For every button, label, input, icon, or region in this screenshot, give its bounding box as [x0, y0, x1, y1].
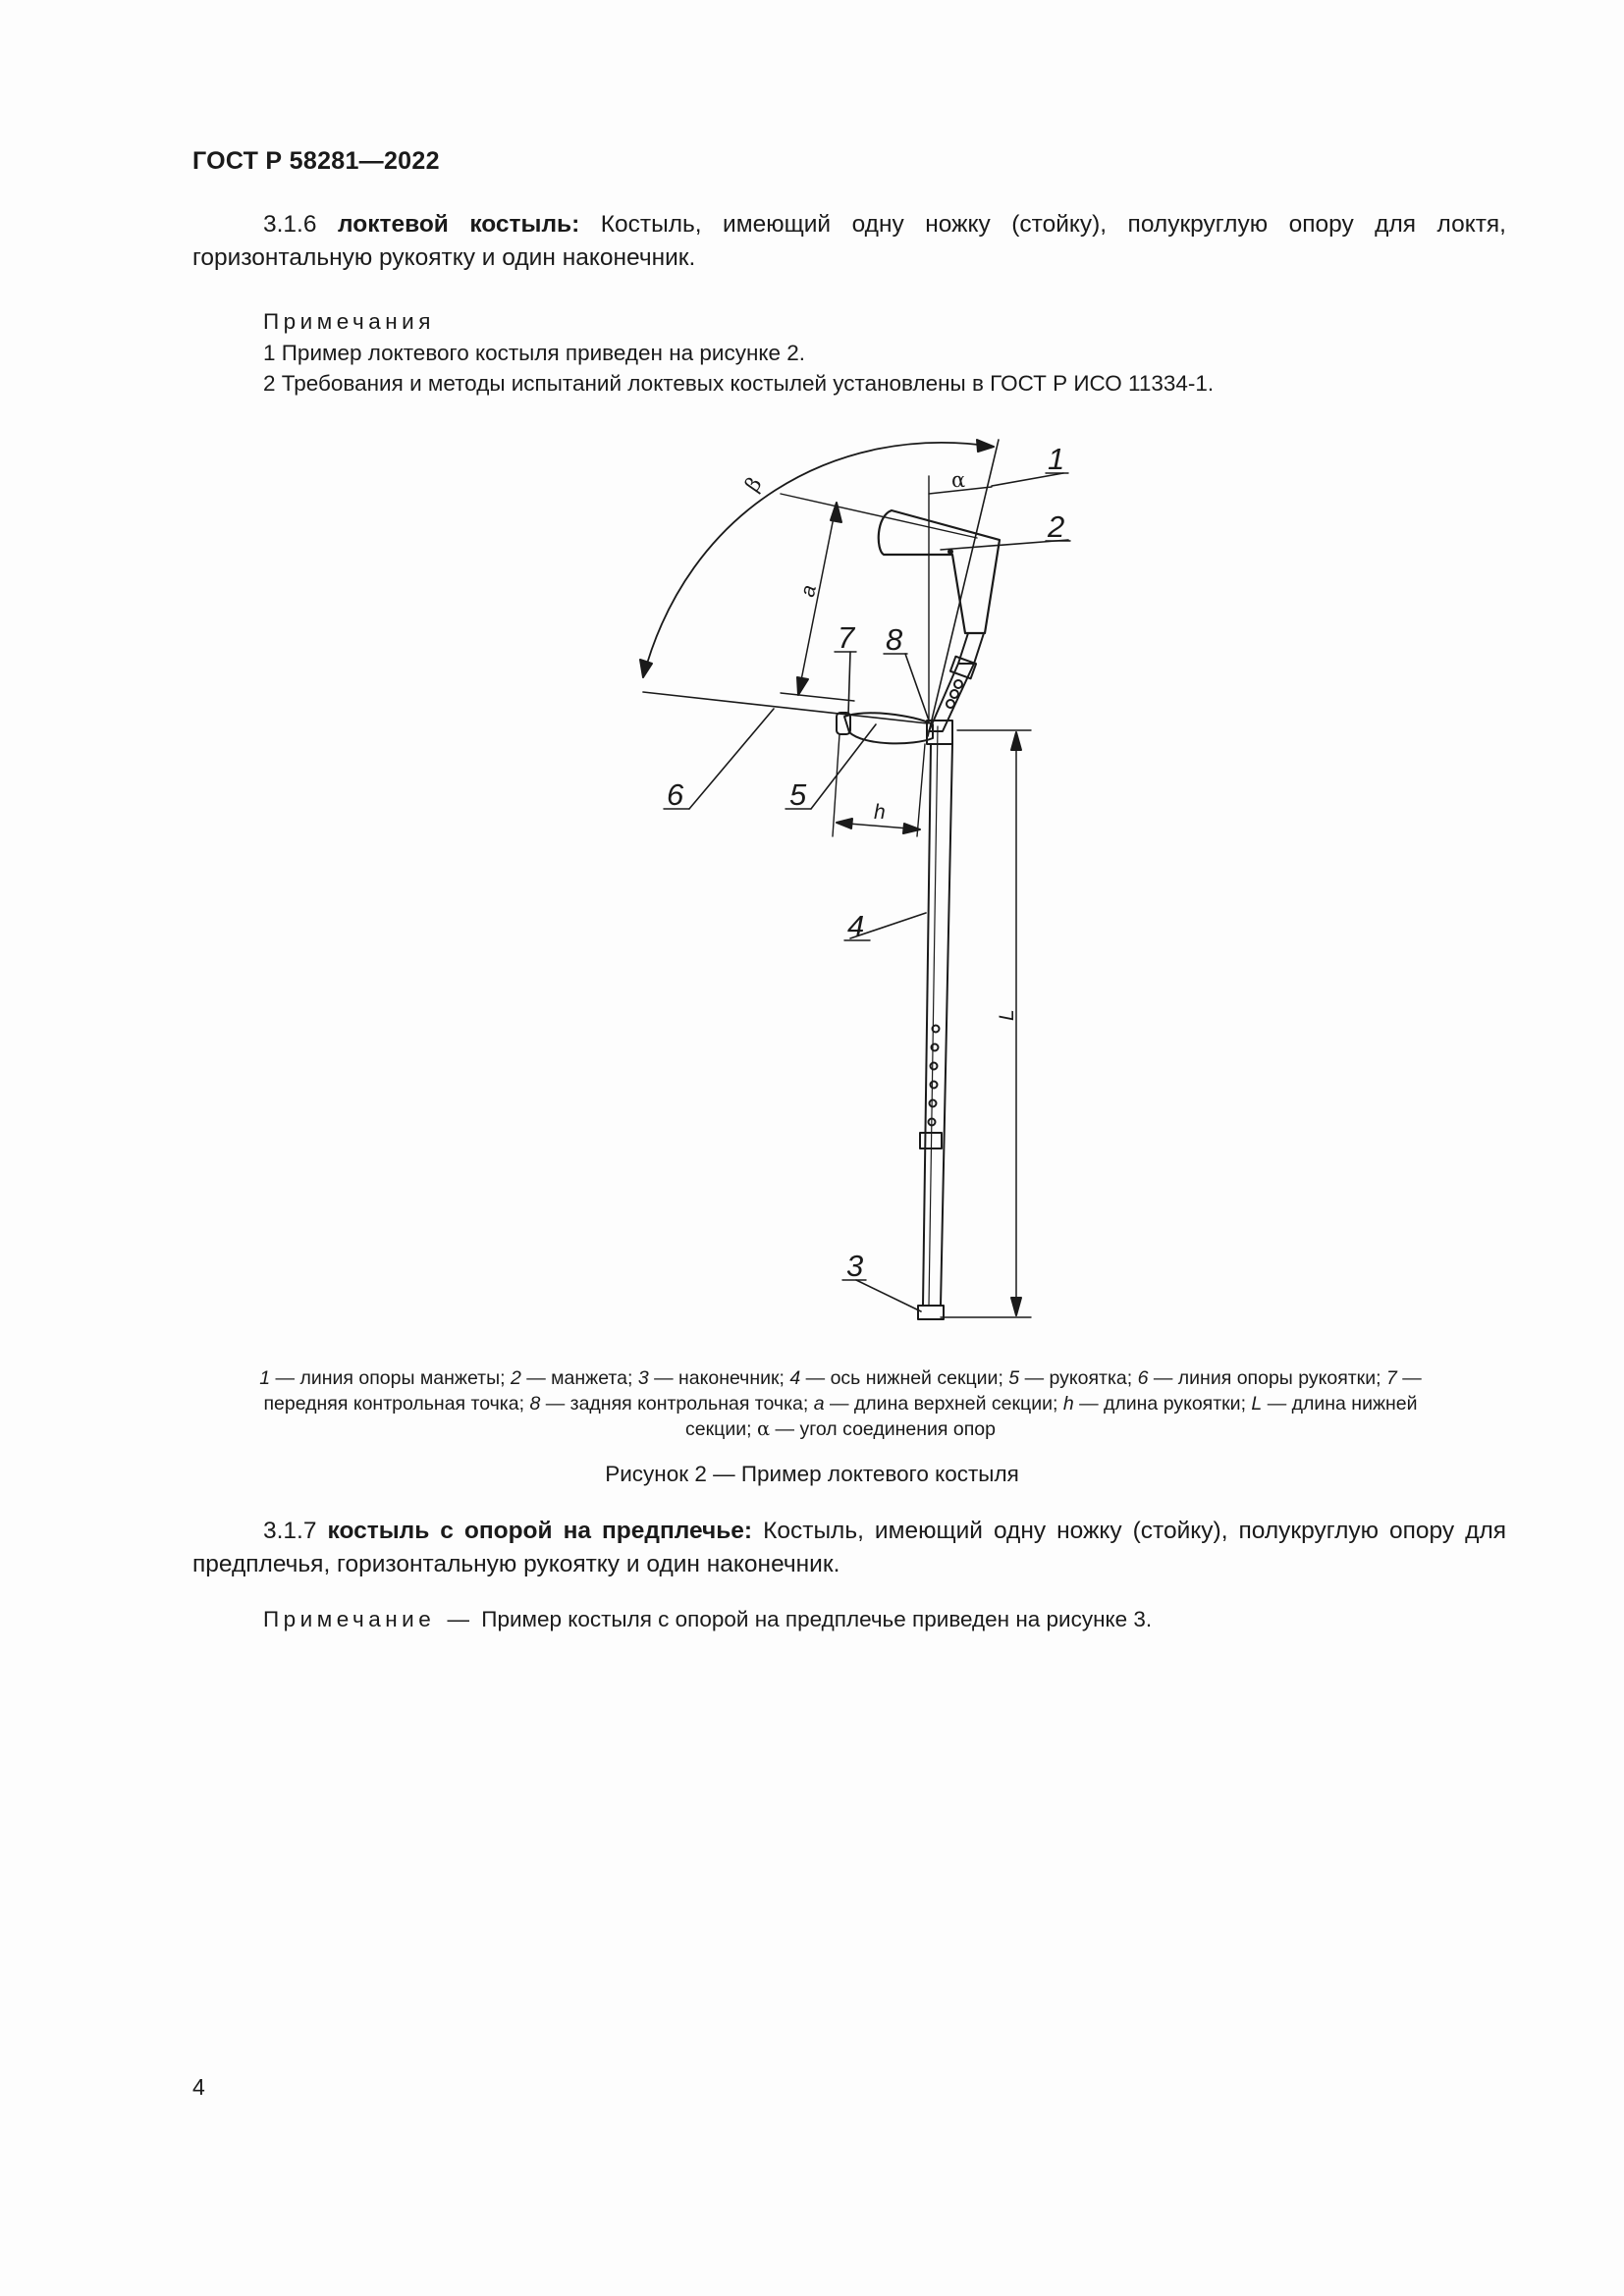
arrow-head	[1011, 732, 1021, 750]
legend-key: 4	[789, 1367, 801, 1389]
label-alpha: α	[951, 468, 966, 492]
legend-text: — линия опоры манжеты;	[270, 1367, 511, 1389]
label-4: 4	[847, 909, 865, 943]
arrow-head	[977, 440, 994, 452]
label-3: 3	[846, 1249, 864, 1283]
notes-heading: Примечания	[263, 309, 435, 334]
legend-text: — длина рукоятки;	[1073, 1393, 1252, 1415]
legend-key: 2	[510, 1367, 521, 1389]
label-8: 8	[886, 622, 903, 657]
note-item-1: 1 Пример локтевого костыля приведен на рисунке 2.	[263, 341, 806, 365]
arrow-head	[837, 819, 852, 828]
note-3-1-7	[263, 1604, 1152, 1634]
figure-caption: Рисунок 2 — Пример локтевого костыля	[605, 1462, 1019, 1486]
legend-text: — длина нижней секции;	[685, 1393, 1418, 1440]
legend-text: — ось нижней секции;	[800, 1367, 1009, 1389]
label-L: L	[996, 1009, 1018, 1021]
arrow-head	[640, 660, 652, 677]
legend-key: α	[756, 1417, 771, 1440]
handle	[844, 713, 933, 743]
leader-6	[689, 709, 774, 809]
label-5: 5	[789, 777, 807, 812]
label-1: 1	[1048, 442, 1065, 476]
legend-key: 6	[1137, 1367, 1149, 1389]
legend-key: 8	[529, 1393, 541, 1415]
document-header: ГОСТ Р 58281—2022	[192, 147, 440, 175]
label-h: h	[874, 801, 886, 824]
term: локтевой костыль:	[337, 211, 580, 238]
label-a: a	[796, 582, 821, 600]
leader-8	[905, 654, 929, 721]
legend-key: 7	[1385, 1367, 1397, 1389]
legend-text: — манжета;	[520, 1367, 638, 1389]
page-number: 4	[192, 2074, 205, 2100]
legend-key: 5	[1008, 1367, 1020, 1389]
arrow-head	[1011, 1298, 1021, 1315]
legend-text: — передняя контрольная точка;	[263, 1367, 1422, 1415]
section-number: 3.1.6	[263, 211, 317, 238]
legend-text: — длина верхней секции;	[824, 1393, 1063, 1415]
legend-text: — угол соединения опор	[770, 1418, 996, 1440]
legend-key: 3	[637, 1367, 649, 1389]
term: костыль с опорой на предплечье:	[327, 1518, 753, 1544]
section-number: 3.1.7	[263, 1518, 317, 1544]
figure-legend	[236, 1365, 1445, 1442]
definition: Костыль, имеющий одну ножку (стойку), полукруглую опору для локтя, горизонтальную рукоятку и один наконечник.	[192, 211, 1506, 271]
section-3-1-7	[192, 1515, 1506, 1581]
legend-key: h	[1062, 1393, 1074, 1415]
handle-support-line	[643, 692, 928, 723]
label-7: 7	[838, 620, 855, 655]
label-6: 6	[667, 777, 684, 812]
arrow-head	[797, 677, 808, 695]
legend-key: a	[813, 1393, 825, 1415]
legend-key: 1	[259, 1367, 271, 1389]
label-2: 2	[1048, 509, 1065, 544]
label-beta: β	[739, 472, 767, 497]
dimension-a-extension	[781, 693, 854, 701]
note-text: Пример костыля с опорой на предплечье приведен на рисунке 3.	[481, 1607, 1153, 1631]
legend-text: — наконечник;	[648, 1367, 790, 1389]
legend-key: L	[1251, 1393, 1263, 1415]
leader-3	[856, 1280, 921, 1311]
definition: Костыль, имеющий одну ножку (стойку), полукруглую опору для предплечья, горизонтальную рукоятку и один наконечник.	[192, 1518, 1507, 1577]
angle-beta-arc	[643, 443, 994, 677]
note-item-2: 2 Требования и методы испытаний локтевых костылей установлены в ГОСТ Р ИСО 11334-1.	[263, 371, 1215, 396]
leader-7	[848, 652, 850, 715]
note-heading: Примечание	[263, 1607, 436, 1631]
leader-5	[811, 724, 876, 809]
legend-text: — задняя контрольная точка;	[540, 1393, 814, 1415]
crutch-tip	[918, 1306, 944, 1319]
legend-text: — линия опоры рукоятки;	[1148, 1367, 1386, 1389]
legend-text: — рукоятка;	[1019, 1367, 1138, 1389]
note-dash: —	[447, 1607, 469, 1631]
